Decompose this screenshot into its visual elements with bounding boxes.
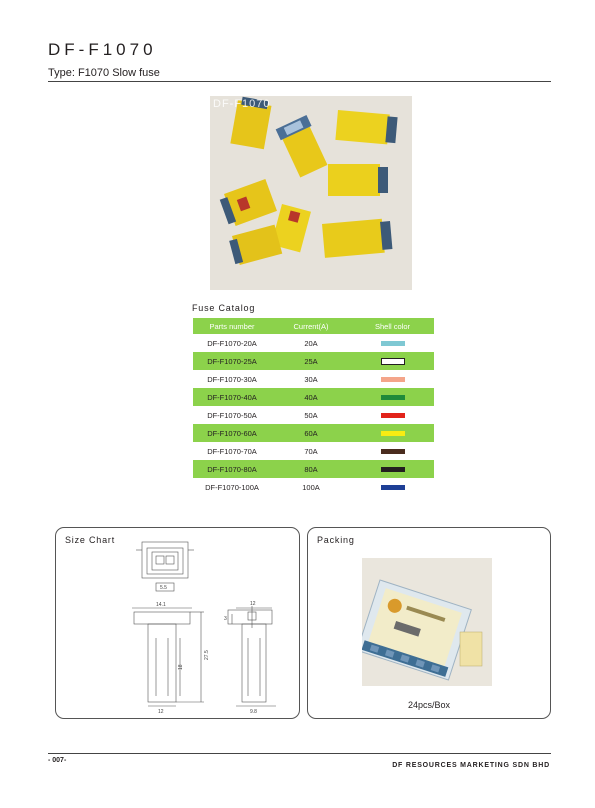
product-type: Type: F1070 Slow fuse: [48, 67, 160, 79]
shell-color-cell: [351, 341, 434, 346]
footer-divider: [48, 753, 551, 754]
fuse-dimension-drawing: [56, 528, 301, 720]
part-number-cell: DF-F1070-25A: [207, 356, 257, 366]
current-cell: 100A: [302, 482, 320, 492]
part-number-cell: DF-F1070-50A: [207, 410, 257, 420]
shell-color-swatch: [381, 377, 405, 382]
shell-color-swatch: [381, 431, 405, 436]
current-cell: 25A: [304, 356, 318, 366]
product-photo: [210, 96, 412, 290]
part-number-cell: DF-F1070-60A: [207, 428, 257, 438]
shell-color-cell: [351, 431, 434, 436]
page-title: DF-F1070: [48, 40, 157, 59]
shell-color-cell: [351, 467, 434, 472]
part-number-cell: DF-F1070-80A: [207, 464, 257, 474]
dim-front-bottom: 12: [158, 709, 164, 715]
fuse-illustration: [210, 96, 412, 290]
table-row: [193, 478, 434, 496]
packing-panel: [307, 527, 551, 719]
current-cell: 20A: [304, 338, 318, 348]
part-number-cell: DF-F1070-40A: [207, 392, 257, 402]
dim-side-left: 3: [224, 616, 227, 622]
current-cell: 60A: [304, 428, 318, 438]
table-row: [193, 460, 434, 478]
shell-color-cell: [351, 485, 434, 490]
shell-color-cell: [351, 377, 434, 382]
dim-side-bottom: 9.8: [250, 709, 257, 715]
table-header-row: [193, 318, 434, 334]
photo-watermark: DF-F1070: [213, 98, 271, 110]
table-row: [193, 406, 434, 424]
packing-box-photo: [362, 558, 492, 686]
front-view-drawing: [132, 608, 204, 706]
table-row: [193, 442, 434, 460]
table-row: [193, 388, 434, 406]
size-chart-title: Size Chart: [65, 535, 116, 545]
side-view-drawing: [228, 606, 276, 706]
column-header-current: Current(A): [293, 321, 329, 331]
shell-color-swatch: [381, 449, 405, 454]
shell-color-swatch: [381, 341, 405, 346]
packing-title: Packing: [317, 535, 355, 545]
table-row: [193, 334, 434, 352]
company-name: DF RESOURCES MARKETING SDN BHD: [392, 762, 550, 769]
catalog-title: Fuse Catalog: [192, 303, 256, 313]
dim-side-top: 12: [250, 601, 256, 607]
packing-caption: 24pcs/Box: [407, 700, 451, 710]
shell-color-swatch: [381, 413, 405, 418]
shell-color-cell: [351, 358, 434, 365]
shell-color-cell: [351, 449, 434, 454]
part-number-cell: DF-F1070-20A: [207, 338, 257, 348]
shell-color-cell: [351, 395, 434, 400]
shell-color-cell: [351, 413, 434, 418]
table-row: [193, 370, 434, 388]
table-row: [193, 352, 434, 370]
dim-front-total: 27.5: [204, 650, 210, 660]
part-number-cell: DF-F1070-70A: [207, 446, 257, 456]
title-divider: [48, 81, 551, 82]
shell-color-swatch: [381, 395, 405, 400]
dim-front-height: 18: [178, 664, 184, 670]
part-number-cell: DF-F1070-100A: [205, 482, 259, 492]
size-chart-panel: [55, 527, 300, 719]
dim-front-width: 14.1: [156, 602, 166, 608]
part-number-cell: DF-F1070-30A: [207, 374, 257, 384]
column-header-part: Parts number: [209, 321, 255, 331]
shell-color-swatch: [381, 358, 405, 365]
table-row: [193, 424, 434, 442]
packing-box-illustration: [362, 558, 492, 686]
page-number: - 007-: [48, 757, 67, 764]
dim-top-width: 5.5: [160, 585, 167, 591]
current-cell: 30A: [304, 374, 318, 384]
shell-color-swatch: [381, 467, 405, 472]
current-cell: 70A: [304, 446, 318, 456]
current-cell: 80A: [304, 464, 318, 474]
current-cell: 50A: [304, 410, 318, 420]
fuse-catalog-table: [193, 318, 434, 496]
current-cell: 40A: [304, 392, 318, 402]
column-header-color: Shell color: [374, 321, 411, 331]
top-view-drawing: [136, 542, 194, 591]
shell-color-swatch: [381, 485, 405, 490]
